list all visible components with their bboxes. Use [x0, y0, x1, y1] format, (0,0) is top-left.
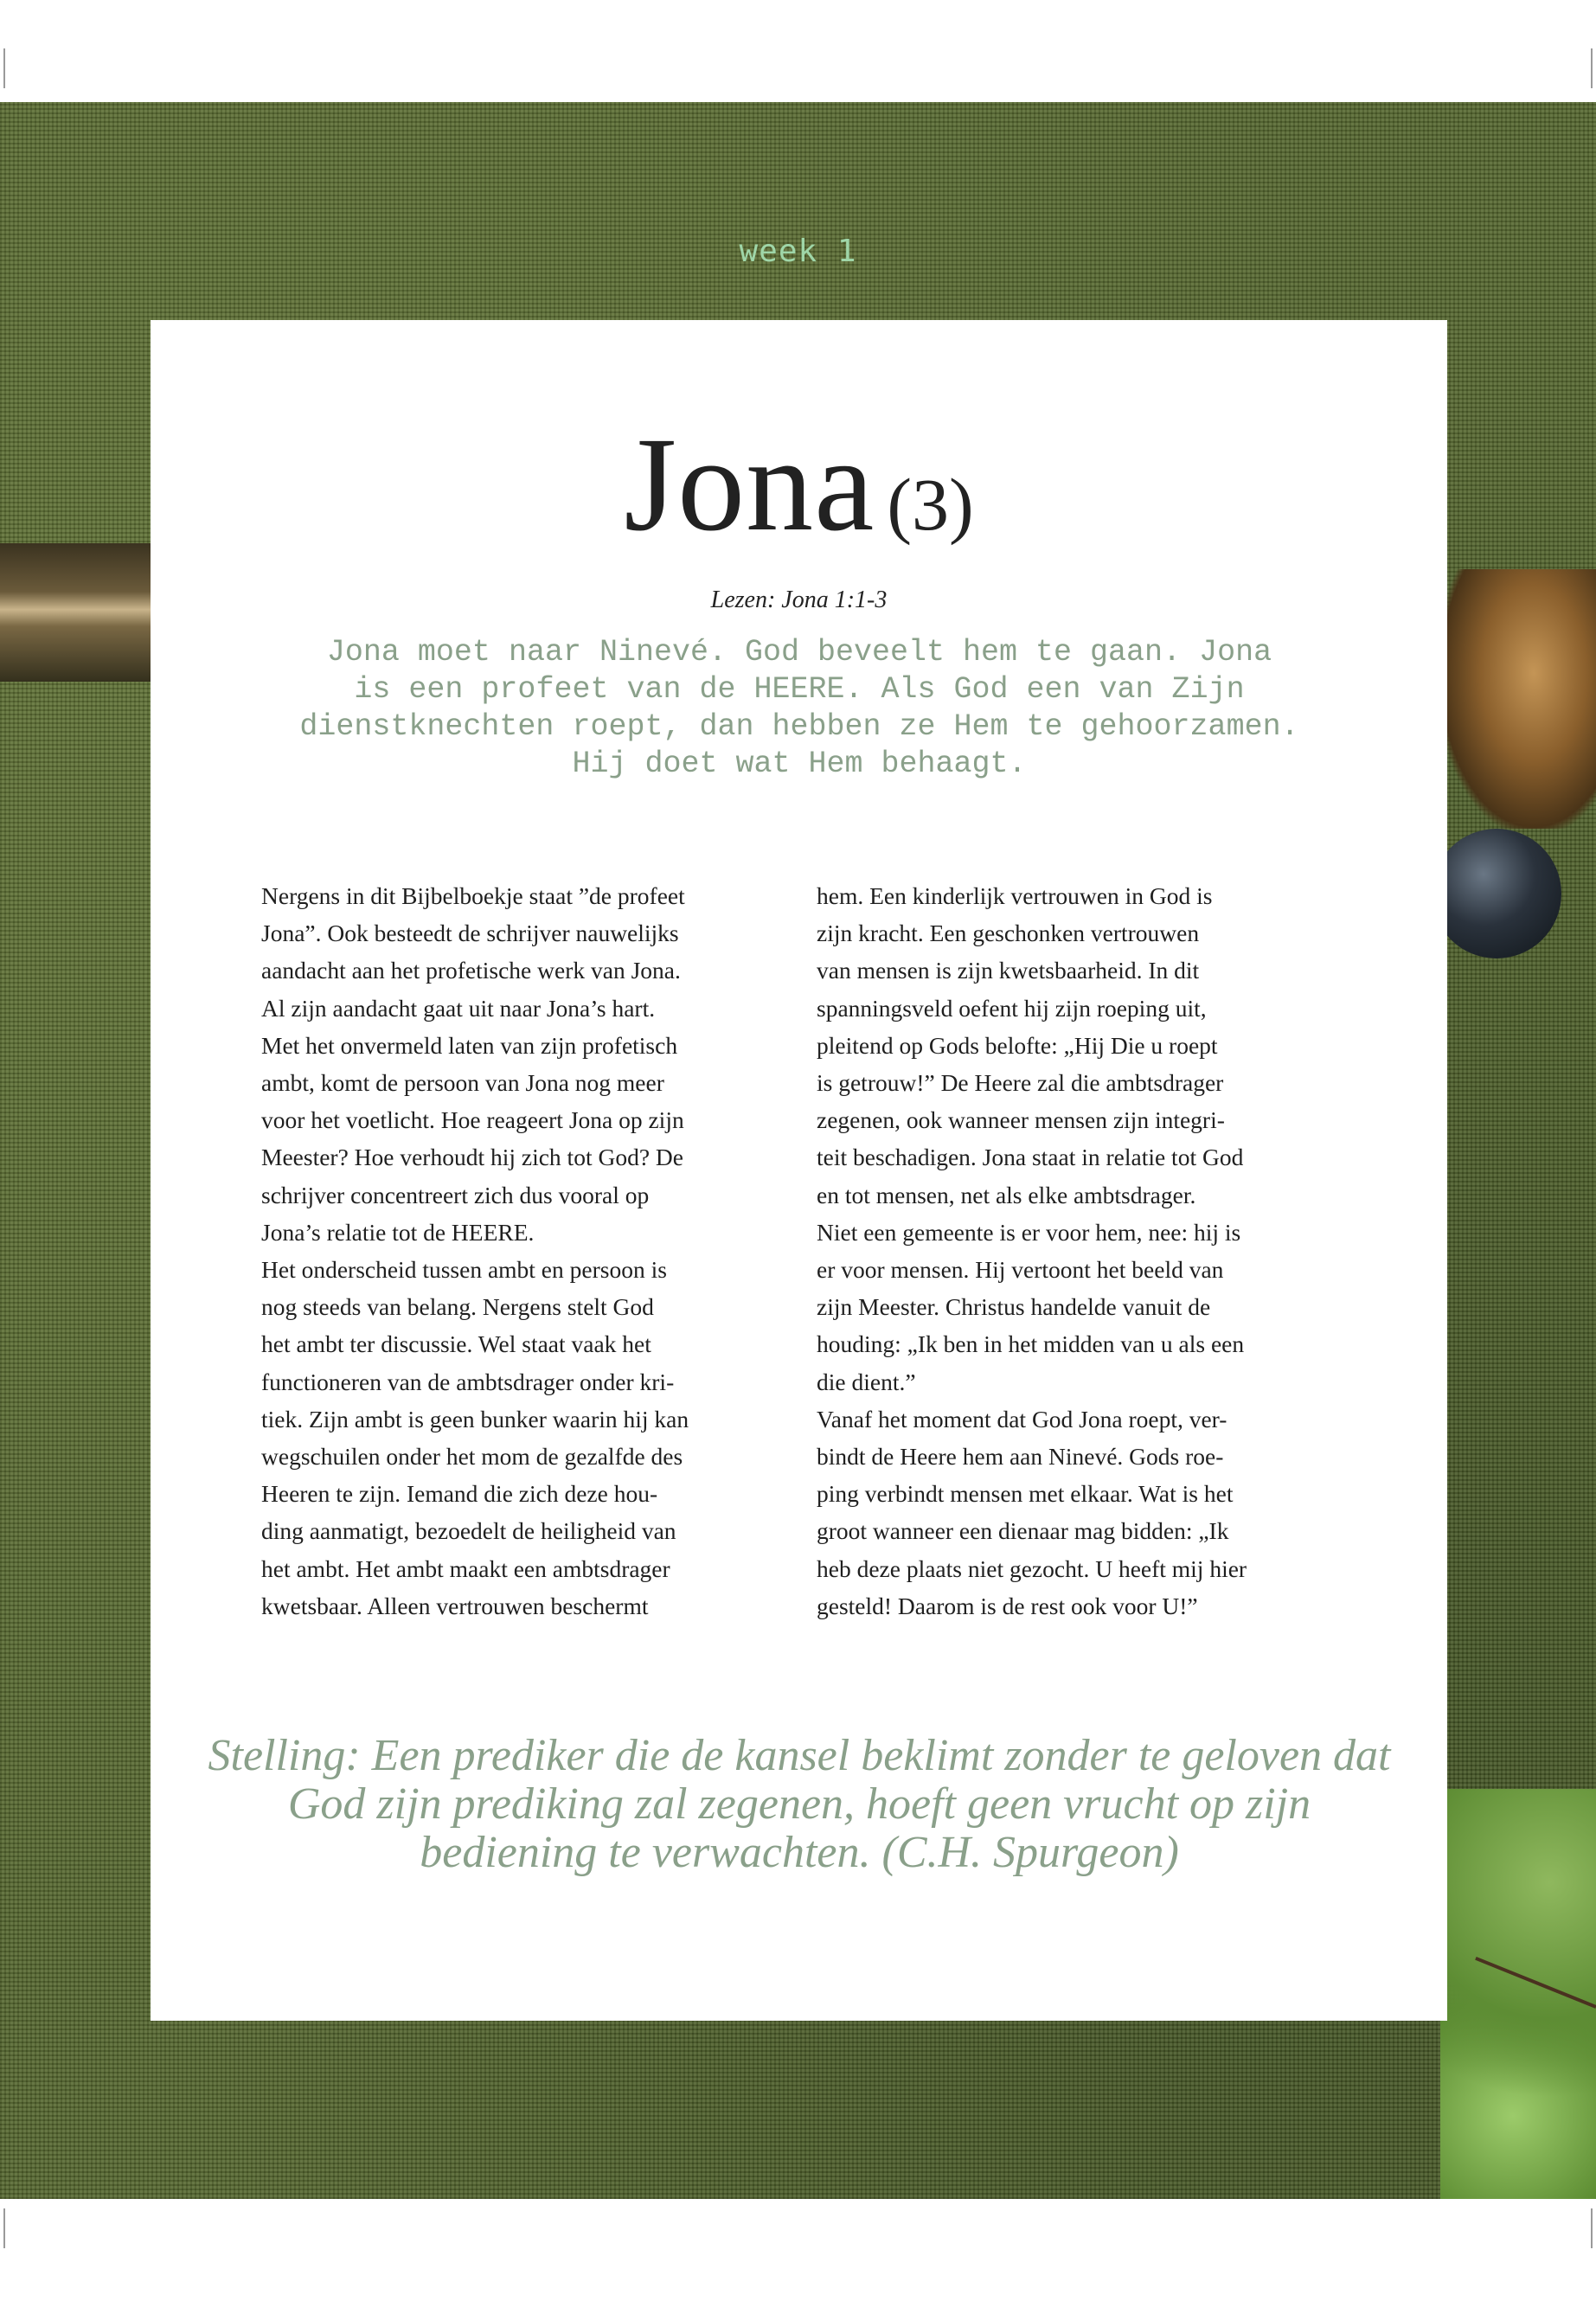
week-label: week 1	[739, 234, 857, 269]
quote-statement: Stelling: Een prediker die de kansel beklimt zonder te geloven dat God zijn prediking zal zegenen, hoeft geen vrucht op zijn bediening te verwachten. (C.H. Spurgeon)	[208, 1731, 1391, 1877]
title-main: Jona	[624, 409, 875, 559]
twine-decoration	[1440, 569, 1596, 829]
reading-reference: Lezen: Jona 1:1-3	[710, 586, 888, 613]
title-number: (3)	[887, 463, 974, 546]
body-column-right: hem. Een kinderlijk vertrouwen in God is zijn kracht. Een geschonken vertrouwen van mensen is zijn kwetsbaarheid. In dit spanningsveld oefent hij zijn roeping uit, pleitend op Gods belofte: „Hij Die u roept is getrouw!” De Heere zal die ambtsdrager zegenen, ook wanneer mensen zijn integri- teit beschadigen. Jona staat in relatie tot God en tot mensen, net als elke ambtsdrager. Niet een gemeente is er voor hem, nee: hij is er voor mensen. Hij vertoont het beeld van zijn Meester. Christus handelde vanuit de houding: „Ik ben in het midden van u als een die dient.” Vanaf het moment dat God Jona roept, ver- bindt de Heere hem aan Ninevé. Gods roe- ping verbindt mensen met elkaar. Wat is het groot wanneer een dienaar mag bidden: „Ik heb deze plaats niet gezocht. U heeft mij hier gesteld! Daarom is de rest ook voor U!”	[817, 882, 1247, 1619]
crop-mark-bottom-left	[3, 2208, 5, 2248]
leather-strap-decoration	[0, 543, 156, 682]
intro-text	[272, 634, 1327, 783]
crop-mark-top-left	[3, 48, 5, 88]
stone-decoration	[1432, 829, 1561, 958]
crop-mark-bottom-right	[1591, 2208, 1593, 2248]
intro-line: Jona moet naar Ninevé. God beveelt hem te gaan. Jona is een profeet van de HEERE. Als God een van Zijn dienstknechten roept, dan hebben ze Hem te gehoorzamen. Hij doet wat Hem behaagt.	[299, 635, 1299, 781]
crop-mark-top-right	[1591, 48, 1593, 88]
body-column-left: Nergens in dit Bijbelboekje staat ”de profeet Jona”. Ook besteedt de schrijver nauwelijks aandacht aan het profetische werk van Jona. Al zijn aandacht gaat uit naar Jona’s hart. Met het onvermeld laten van zijn profetisch ambt, komt de persoon van Jona nog meer voor het voetlicht. Hoe reageert Jona op zijn Meester? Hoe verhoudt hij zich tot God? De schrijver concentreert zich dus vooral op Jona’s relatie tot de HEERE. Het onderscheid tussen ambt en persoon is nog steeds van belang. Nergens stelt God het ambt ter discussie. Wel staat vaak het functioneren van de ambtsdrager onder kri- tiek. Zijn ambt is geen bunker waarin hij kan wegschuilen onder het mom de gezalfde des Heeren te zijn. Iemand die zich deze hou- ding aanmatigt, bezoedelt de heiligheid van het ambt. Het ambt maakt een ambtsdrager kwetsbaar. Alleen vertrouwen beschermt	[261, 882, 689, 1619]
page-title	[151, 407, 1447, 562]
content-card	[151, 320, 1447, 2021]
leaf-decoration	[1440, 1789, 1596, 2199]
